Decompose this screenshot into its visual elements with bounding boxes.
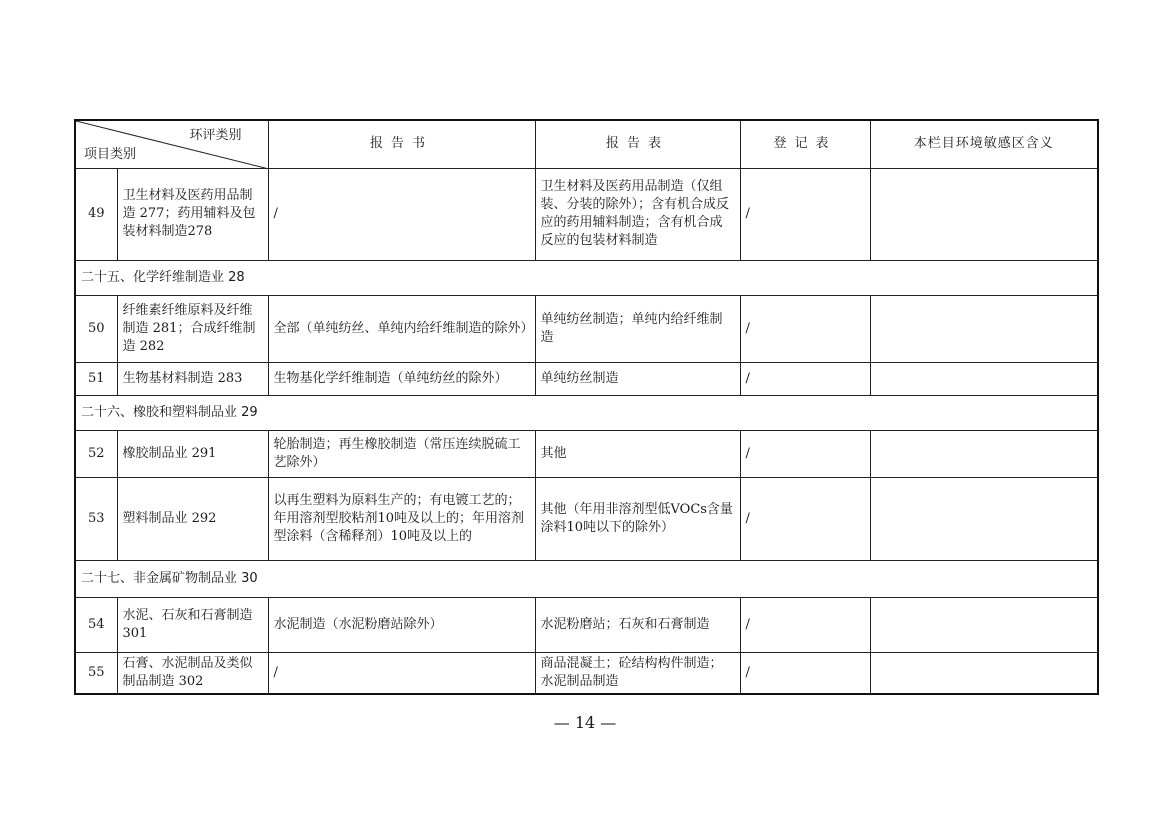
report-form-cell: 水泥粉磨站；石灰和石膏制造 xyxy=(535,597,740,652)
row-number: 53 xyxy=(75,477,117,560)
row-number: 51 xyxy=(75,362,117,395)
section-heading: 二十五、化学纤维制造业 28 xyxy=(75,260,1098,295)
sensitive-area-cell xyxy=(870,597,1098,652)
project-category-cell: 卫生材料及医药用品制造 277；药用辅料及包装材料制造278 xyxy=(117,168,268,260)
section-heading: 二十七、非金属矿物制品业 30 xyxy=(75,560,1098,597)
report-form-cell: 其他 xyxy=(535,430,740,477)
project-category-cell: 水泥、石灰和石膏制造 301 xyxy=(117,597,268,652)
report-form-cell: 商品混凝土；砼结构构件制造；水泥制品制造 xyxy=(535,652,740,694)
table-row xyxy=(75,295,1098,362)
project-category-cell: 纤维素纤维原料及纤维制造 281；合成纤维制造 282 xyxy=(117,295,268,362)
table-row xyxy=(75,477,1098,560)
header-sensitive-area-meaning: 本栏目环境敏感区含义 xyxy=(870,120,1098,168)
row-number: 55 xyxy=(75,652,117,694)
header-assessment-category: 环评类别 xyxy=(189,128,242,143)
row-number: 50 xyxy=(75,295,117,362)
report-book-cell: 轮胎制造；再生橡胶制造（常压连续脱硫工艺除外） xyxy=(268,430,535,477)
row-number: 49 xyxy=(75,168,117,260)
project-category-cell: 塑料制品业 292 xyxy=(117,477,268,560)
sensitive-area-cell xyxy=(870,652,1098,694)
register-form-cell: / xyxy=(740,597,870,652)
table-row xyxy=(75,168,1098,260)
register-form-cell: / xyxy=(740,477,870,560)
report-form-cell: 其他（年用非溶剂型低VOCs含量涂料10吨以下的除外） xyxy=(535,477,740,560)
register-form-cell: / xyxy=(740,652,870,694)
table-header-row xyxy=(75,120,1098,168)
header-register-form: 登记表 xyxy=(740,120,870,168)
table-row xyxy=(75,597,1098,652)
header-project-category: 项目类别 xyxy=(84,146,137,162)
report-book-cell: 全部（单纯纺丝、单纯内给纤维制造的除外） xyxy=(268,295,535,362)
row-number: 54 xyxy=(75,597,117,652)
report-book-cell: 生物基化学纤维制造（单纯纺丝的除外） xyxy=(268,362,535,395)
report-form-cell: 卫生材料及医药用品制造（仅组装、分装的除外）；含有机合成反应的药用辅料制造；含有机合成反应的包装材料制造 xyxy=(535,168,740,260)
sensitive-area-cell xyxy=(870,362,1098,395)
sensitive-area-cell xyxy=(870,295,1098,362)
register-form-cell: / xyxy=(740,362,870,395)
register-form-cell: / xyxy=(740,295,870,362)
sensitive-area-cell xyxy=(870,477,1098,560)
diagonal-header-cell xyxy=(75,120,268,168)
table-row xyxy=(75,652,1098,694)
section-row xyxy=(75,260,1098,295)
project-category-cell: 生物基材料制造 283 xyxy=(117,362,268,395)
register-form-cell: / xyxy=(740,430,870,477)
report-book-cell: 水泥制造（水泥粉磨站除外） xyxy=(268,597,535,652)
page-number: — 14 — xyxy=(553,713,617,732)
environmental-assessment-table xyxy=(74,119,1099,695)
report-book-cell: / xyxy=(268,652,535,694)
report-book-cell: 以再生塑料为原料生产的；有电镀工艺的；年用溶剂型胶粘剂10吨及以上的；年用溶剂型涂料（含稀释剂）10吨及以上的 xyxy=(268,477,535,560)
table-row xyxy=(75,362,1098,395)
section-row xyxy=(75,395,1098,430)
report-form-cell: 单纯纺丝制造 xyxy=(535,362,740,395)
table-row xyxy=(75,430,1098,477)
project-category-cell: 石膏、水泥制品及类似制品制造 302 xyxy=(117,652,268,694)
header-report-book: 报告书 xyxy=(268,120,535,168)
row-number: 52 xyxy=(75,430,117,477)
report-book-cell: / xyxy=(268,168,535,260)
register-form-cell: / xyxy=(740,168,870,260)
sensitive-area-cell xyxy=(870,430,1098,477)
project-category-cell: 橡胶制品业 291 xyxy=(117,430,268,477)
section-heading: 二十六、橡胶和塑料制品业 29 xyxy=(75,395,1098,430)
sensitive-area-cell xyxy=(870,168,1098,260)
section-row xyxy=(75,560,1098,597)
report-form-cell: 单纯纺丝制造；单纯内给纤维制造 xyxy=(535,295,740,362)
header-report-form: 报告表 xyxy=(535,120,740,168)
